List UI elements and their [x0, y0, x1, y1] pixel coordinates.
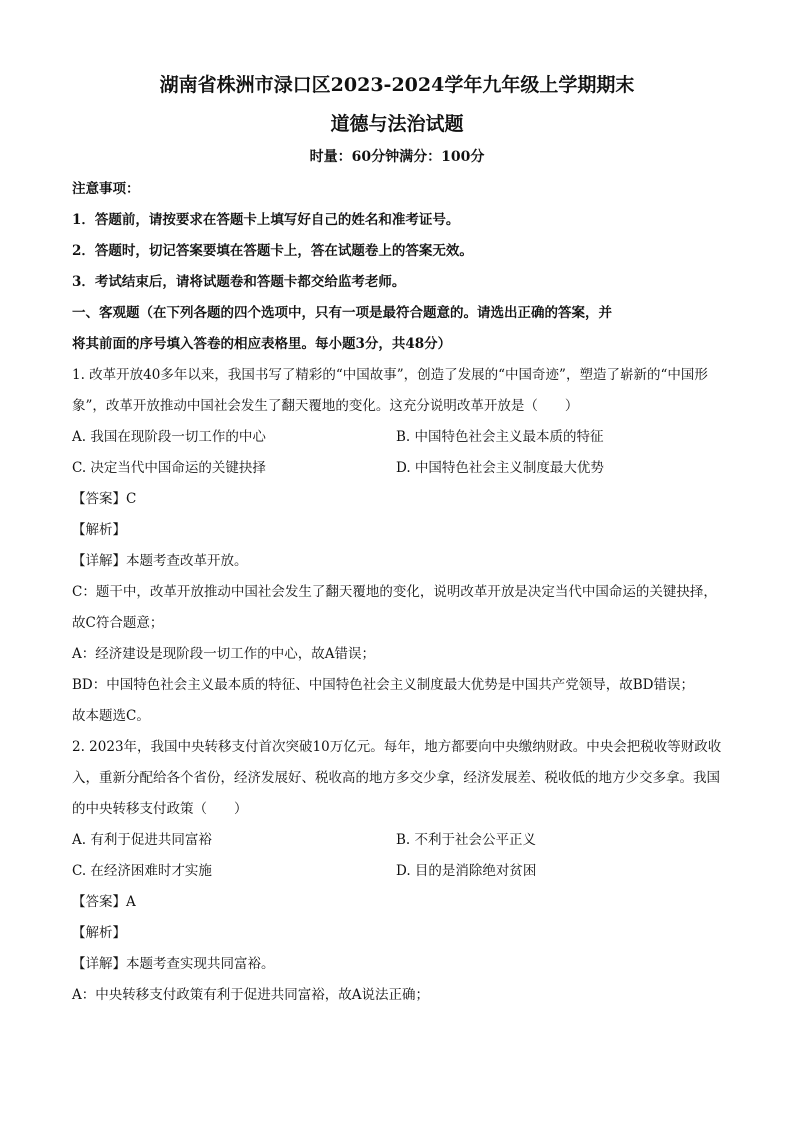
document-subject: 道德与法治试题	[330, 113, 464, 135]
notice-item: 3．考试结束后，请将试题卷和答题卡都交给监考老师。	[72, 274, 406, 290]
option-d: D. 目的是消除绝对贫困	[396, 863, 537, 879]
question-1-options-row1	[72, 422, 722, 453]
question-2-explanation: A：中央转移支付政策有利于促进共同富裕，故A说法正确；	[72, 987, 429, 1003]
question-2-stem: 2. 2023年，我国中央转移支付首次突破10万亿元。每年，地方都要向中央缴纳财政。中央会把税收等财政收入，重新分配给各个省份，经济发展好、税收高的地方多交少拿，经济发展差、税收低的地方少交多拿。我国的中央转移支付政策（ ）	[72, 739, 722, 817]
question-2-detail: 【详解】本题考查实现共同富裕。	[72, 956, 275, 972]
exam-time-score: 时量：60分钟满分：100分	[309, 149, 485, 165]
question-1-options-row2	[72, 453, 722, 484]
option-a: A. 我国在现阶段一切工作的中心	[72, 429, 266, 445]
section-heading-line1: 一、客观题（在下列各题的四个选项中，只有一项是最符合题意的。请选出正确的答案，并	[72, 305, 612, 321]
option-c: C. 决定当代中国命运的关键抉择	[72, 460, 266, 476]
question-2-analysis-label: 【解析】	[72, 925, 126, 941]
notice-item: 1．答题前，请按要求在答题卡上填写好自己的姓名和准考证号。	[72, 212, 460, 228]
question-2-answer: 【答案】A	[72, 894, 136, 910]
question-1-explanation: A：经济建设是现阶段一切工作的中心，故A错误；	[72, 646, 375, 662]
question-1-stem: 1. 改革开放40多年以来，我国书写了精彩的“中国故事”，创造了发展的“中国奇迹”，塑造了崭新的“中国形象”，改革开放推动中国社会发生了翻天覆地的变化。这充分说明改革开放是（ ）	[72, 367, 708, 414]
option-b: B. 中国特色社会主义最本质的特征	[396, 429, 604, 445]
question-1-explanation: BD：中国特色社会主义最本质的特征、中国特色社会主义制度最大优势是中国共产党领导，故BD错误；	[72, 677, 694, 693]
section-heading-line2: 将其前面的序号填入答卷的相应表格里。每小题3分，共48分）	[72, 336, 452, 352]
notice-heading: 注意事项：	[72, 181, 140, 197]
option-c: C. 在经济困难时才实施	[72, 863, 212, 879]
question-1-detail: 【详解】本题考查改革开放。	[72, 553, 248, 569]
notice-item: 2．答题时，切记答案要填在答题卡上，答在试题卷上的答案无效。	[72, 243, 473, 259]
question-1-answer: 【答案】C	[72, 491, 137, 507]
option-a: A. 有利于促进共同富裕	[72, 832, 212, 848]
question-2-options-row1	[72, 825, 722, 856]
question-1-conclusion: 故本题选C。	[72, 708, 150, 724]
question-1-analysis-label: 【解析】	[72, 522, 126, 538]
option-b: B. 不利于社会公平正义	[396, 832, 537, 848]
question-2-options-row2	[72, 856, 722, 887]
document-title: 湖南省株洲市渌口区2023-2024学年九年级上学期期末	[159, 74, 635, 96]
option-d: D. 中国特色社会主义制度最大优势	[396, 460, 604, 476]
question-1-explanation: C：题干中，改革开放推动中国社会发生了翻天覆地的变化，说明改革开放是决定当代中国命运的关键抉择，故C符合题意；	[72, 584, 717, 631]
